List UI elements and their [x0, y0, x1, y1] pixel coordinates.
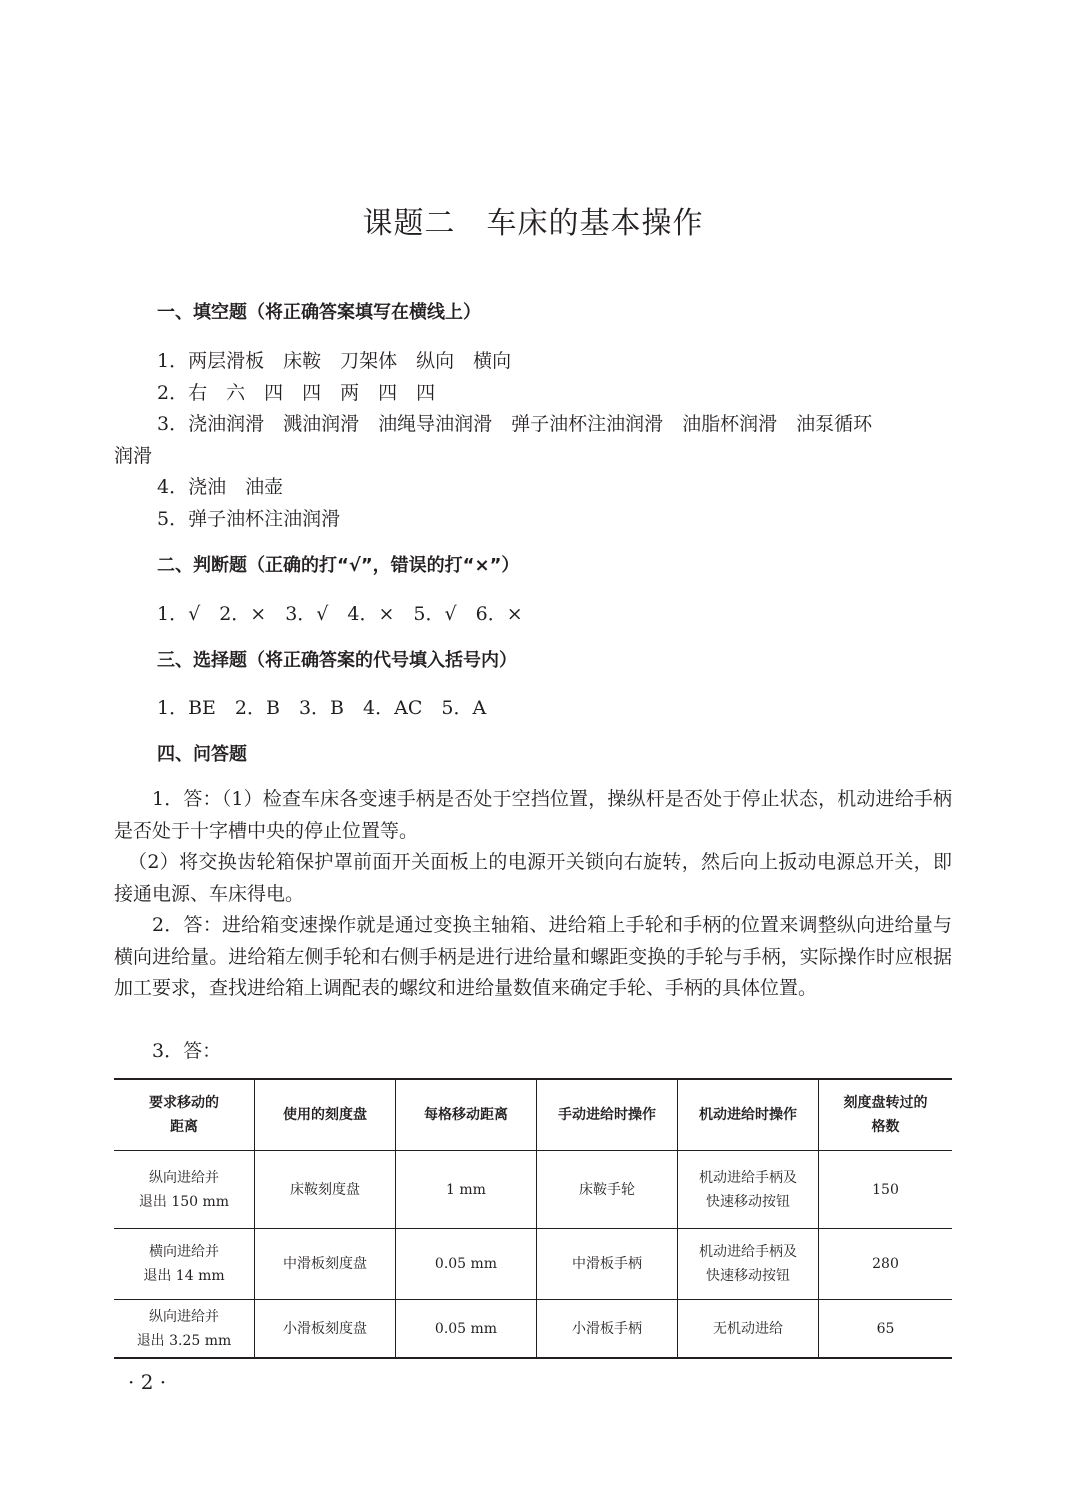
page-title: 课题二 车床的基本操作: [362, 206, 704, 241]
table-cell: 中滑板刻度盘: [255, 1229, 396, 1300]
table-cell: 1 mm: [396, 1151, 537, 1229]
table-cell: 机动进给手柄及 快速移动按钮: [678, 1151, 819, 1229]
header-power-feed-operation: 机动进给时操作: [678, 1079, 819, 1151]
fill-answer-4: 4．浇油 油壶: [157, 476, 284, 498]
table-cell: 150: [819, 1151, 953, 1229]
table-cell: 纵向进给并 退出 3.25 mm: [136, 1308, 232, 1349]
table-cell: 小滑板刻度盘: [255, 1300, 396, 1359]
table-row: [114, 1151, 952, 1229]
table-cell: 纵向进给并 退出 150 mm: [138, 1169, 230, 1210]
table-cell: 小滑板手柄: [537, 1300, 678, 1359]
qa-answer-3-label: 3．答：: [152, 1040, 222, 1062]
table-cell: 床鞍手轮: [537, 1151, 678, 1229]
header-distance-per-division: 每格移动距离: [396, 1079, 537, 1151]
fill-answer-1: 1．两层滑板 床鞍 刀架体 纵向 横向: [157, 350, 512, 372]
choice-answers: 1．BE 2．B 3．B 4．AC 5．A: [157, 697, 487, 719]
table-cell: 床鞍刻度盘: [255, 1151, 396, 1229]
qa-answer-1-part-2: （2）将交换齿轮箱保护罩前面开关面板上的电源开关锁向右旋转，然后向上扳动电源总开关，即接通电源、车床得电。: [114, 851, 952, 905]
header-required-distance: 要求移动的 距离: [149, 1095, 219, 1135]
table-cell: 0.05 mm: [396, 1300, 537, 1359]
section-3-heading: 三、选择题（将正确答案的代号填入括号内）: [157, 650, 517, 671]
qa-answer-1-part-1: 1．答：（1）检查车床各变速手柄是否处于空挡位置，操纵杆是否处于停止状态，机动进给手柄是否处于十字槽中央的停止位置等。: [114, 788, 952, 842]
table-row: [114, 1229, 952, 1300]
judge-answers: 1．√ 2．× 3．√ 4．× 5．√ 6．×: [157, 603, 523, 625]
header-divisions-turned: 刻度盘转过的 格数: [819, 1079, 953, 1151]
table-cell: 横向进给并 退出 14 mm: [143, 1244, 225, 1284]
section-2-heading: 二、判断题（正确的打“√”，错误的打“×”）: [157, 555, 520, 576]
page-number: · 2 ·: [128, 1370, 167, 1394]
answer-table: [114, 1078, 952, 1359]
fill-answer-3-cont: 润滑: [114, 445, 153, 467]
fill-answer-2: 2．右 六 四 四 两 四 四: [157, 382, 436, 404]
table-header-row: [114, 1079, 952, 1151]
fill-answer-3: 3．浇油润滑 溅油润滑 油绳导油润滑 弹子油杯注油润滑 油脂杯润滑 油泵循环: [157, 413, 873, 435]
header-dial-used: 使用的刻度盘: [255, 1079, 396, 1151]
table-cell: 机动进给手柄及 快速移动按钮: [678, 1229, 819, 1300]
table-cell: 无机动进给: [678, 1300, 819, 1359]
table-cell: 65: [819, 1300, 953, 1359]
fill-answer-5: 5．弹子油杯注油润滑: [157, 508, 341, 530]
table-cell: 0.05 mm: [396, 1229, 537, 1300]
section-4-heading: 四、问答题: [157, 744, 247, 765]
header-manual-feed-operation: 手动进给时操作: [537, 1079, 678, 1151]
section-1-heading: 一、填空题（将正确答案填写在横线上）: [157, 302, 481, 323]
table-cell: 280: [819, 1229, 953, 1300]
table-cell: 中滑板手柄: [537, 1229, 678, 1300]
table-row: [114, 1300, 952, 1359]
qa-answer-2: 2．答：进给箱变速操作就是通过变换主轴箱、进给箱上手轮和手柄的位置来调整纵向进给量与横向进给量。进给箱左侧手轮和右侧手柄是进行进给量和螺距变换的手轮与手柄，实际操作时应根据加工要求，查找进给箱上调配表的螺纹和进给量数值来确定手轮、手柄的具体位置。: [114, 914, 952, 999]
